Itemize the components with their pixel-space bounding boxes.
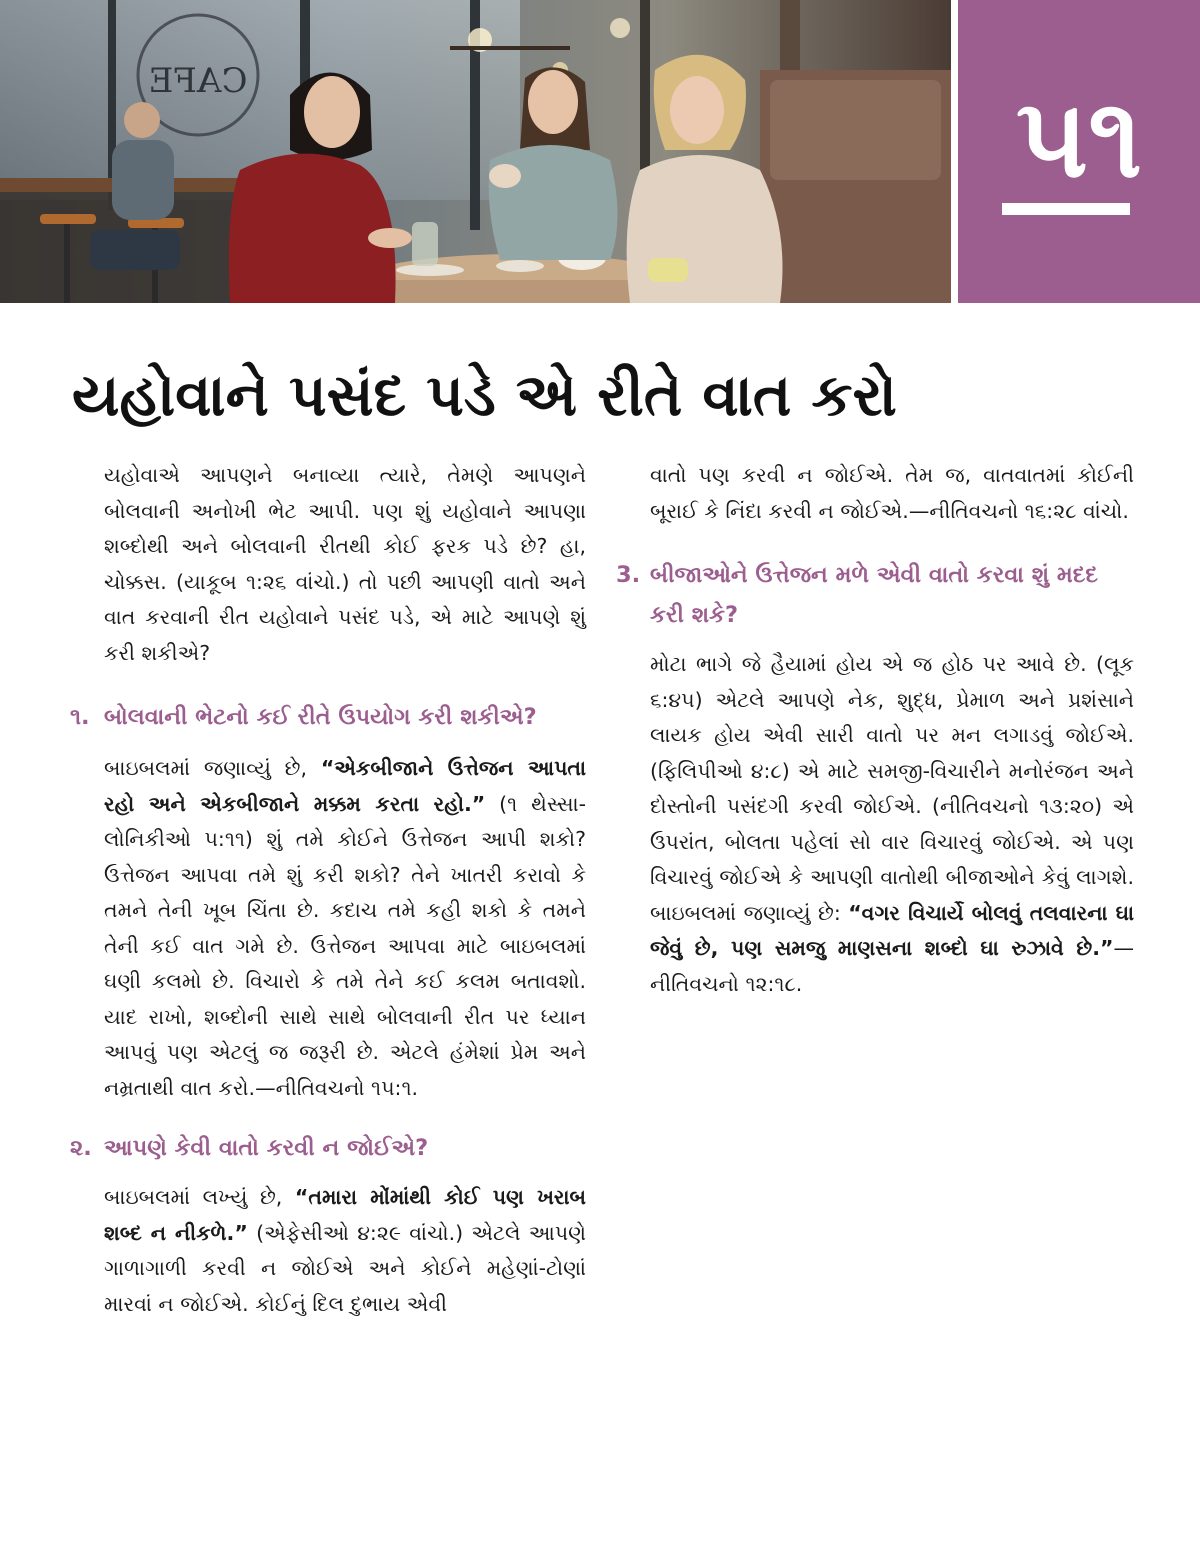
section-3-pre: મોટા ભાગે જે હૈયામાં હોય એ જ હોઠ પર આવે છે. (લૂક ૬:૪૫) એટલે આપણે નેક, શુદ્ધ, પ્રેમાળ અને પ્રશંસાને લાયક હોય એવી સારી વાતો પર મન લગાડવું જોઈએ. (ફિલિપીઓ ૪:૮) એ માટે સમજી-વિચારીને મનોરંજન અને દોસ્તોની પસંદગી કરવી જોઈએ. (નીતિવચનો ૧૩:૨૦) એ ઉપરાંત, બોલતા પહેલાં સો વાર વિચારવું જોઈએ. એ પણ વિચારવું જોઈએ કે આપણી વાતોથી બીજાઓને કેવું લાગશે. બાઇબલમાં જણાવ્યું છે: bbox=[650, 652, 1134, 925]
section-2-continued: વાતો પણ કરવી ન જોઈએ. તેમ જ, વાતવાતમાં કોઈની બૂરાઈ કે નિંદા કરવી ન જોઈએ.—નીતિવચનો ૧૬:૨૮ વાંચો. bbox=[650, 463, 1134, 523]
page-title: યહોવાને પસંદ પડે એ રીતે વાત કરો bbox=[72, 361, 897, 429]
cafe-illustration bbox=[0, 0, 951, 303]
section-3-paragraph bbox=[650, 647, 1134, 1002]
section-2-pre: બાઇબલમાં લખ્યું છે, bbox=[104, 1185, 295, 1209]
right-column bbox=[616, 458, 1134, 1002]
question-2-text: આપણે કેવી વાતો કરવી ન જોઈએ? bbox=[104, 1135, 429, 1161]
lesson-number-box bbox=[958, 0, 1200, 303]
section-2-post: (એફેસીઓ ૪:૨૯ વાંચો.) એટલે આપણે ગાળાગાળી કરવી ન જોઈએ અને કોઈને મહેણાં-ટોણાં મારવાં ન જોઈએ. કોઈનું દિલ દુભાય એવી bbox=[104, 1220, 587, 1316]
question-2-number: ૨. bbox=[70, 1135, 92, 1161]
section-1-post: (૧ થેસ્સાલોનિકીઓ ૫:૧૧) શું તમે કોઈને ઉત્તેજન આપી શકો? ઉત્તેજન આપવા તમે શું કરી શકો? તેને ખાતરી કરાવો કે તમને તેની ખૂબ ચિંતા છે. કદાચ તમે કહી શકો કે તમને તેની કઈ વાત ગમે છે. ઉત્તેજન આપવા માટે બાઇબલમાં ઘણી કલમો છે. વિચારો કે તમે તેને કઈ કલમ બતાવશો. યાદ રાખો, શબ્દોની સાથે સાથે બોલવાની રીત પર ધ્યાન આપવું પણ એટલું જ જરૂરી છે. એટલે હંમેશાં પ્રેમ અને નમ્રતાથી વાત કરો.—નીતિવચનો ૧૫:૧. bbox=[104, 791, 586, 1100]
cafe-photo bbox=[0, 0, 951, 303]
section-2-quote: “તમારા મોંમાંથી કોઈ પણ ખરાબ શબ્દ ન નીકળે.” bbox=[104, 1185, 586, 1245]
question-1-heading bbox=[70, 697, 586, 737]
question-3-number: 3. bbox=[616, 562, 641, 588]
intro-paragraph: યહોવાએ આપણને બનાવ્યા ત્યારે, તેમણે આપણને બોલવાની અનોખી ભેટ આપી. પણ શું યહોવાને આપણા શબ્દોથી અને બોલવાની રીતથી કોઈ ફરક પડે છે? હા, ચોક્કસ. (યાકૂબ ૧:૨૬ વાંચો.) તો પછી આપણી વાતો અને વાત કરવાની રીત યહોવાને પસંદ પડે, એ માટે આપણે શું કરી શકીએ? bbox=[104, 463, 586, 665]
question-1-text: બોલવાની ભેટનો કઈ રીતે ઉપયોગ કરી શકીએ? bbox=[104, 704, 537, 730]
section-1-pre: બાઇબલમાં જણાવ્યું છે, bbox=[104, 756, 321, 780]
question-1-number: ૧. bbox=[70, 704, 90, 730]
question-3-text: બીજાઓને ઉત્તેજન મળે એવી વાતો કરવા શું મદદ કરી શકે? bbox=[650, 562, 1098, 628]
lesson-number: ૫૧ bbox=[1015, 74, 1143, 202]
question-2-heading bbox=[70, 1128, 586, 1168]
section-1-paragraph bbox=[104, 751, 586, 1106]
section-1-quote: “એકબીજાને ઉત્તેજન આપતા રહો અને એકબીજાને મક્કમ કરતા રહો.” bbox=[104, 756, 586, 816]
question-3-heading bbox=[616, 555, 1134, 635]
section-2-paragraph bbox=[104, 1180, 586, 1322]
lesson-number-underline bbox=[1002, 203, 1130, 215]
left-column bbox=[70, 458, 587, 1322]
section-3-quote: “વગર વિચાર્યે બોલવું તલવારના ઘા જેવું છે, પણ સમજુ માણસના શબ્દો ઘા રુઝાવે છે.” bbox=[650, 900, 1134, 960]
section-3-post: —નીતિવચનો ૧૨:૧૮. bbox=[650, 936, 1134, 996]
cafe-sign-text: CAFE bbox=[148, 61, 248, 101]
